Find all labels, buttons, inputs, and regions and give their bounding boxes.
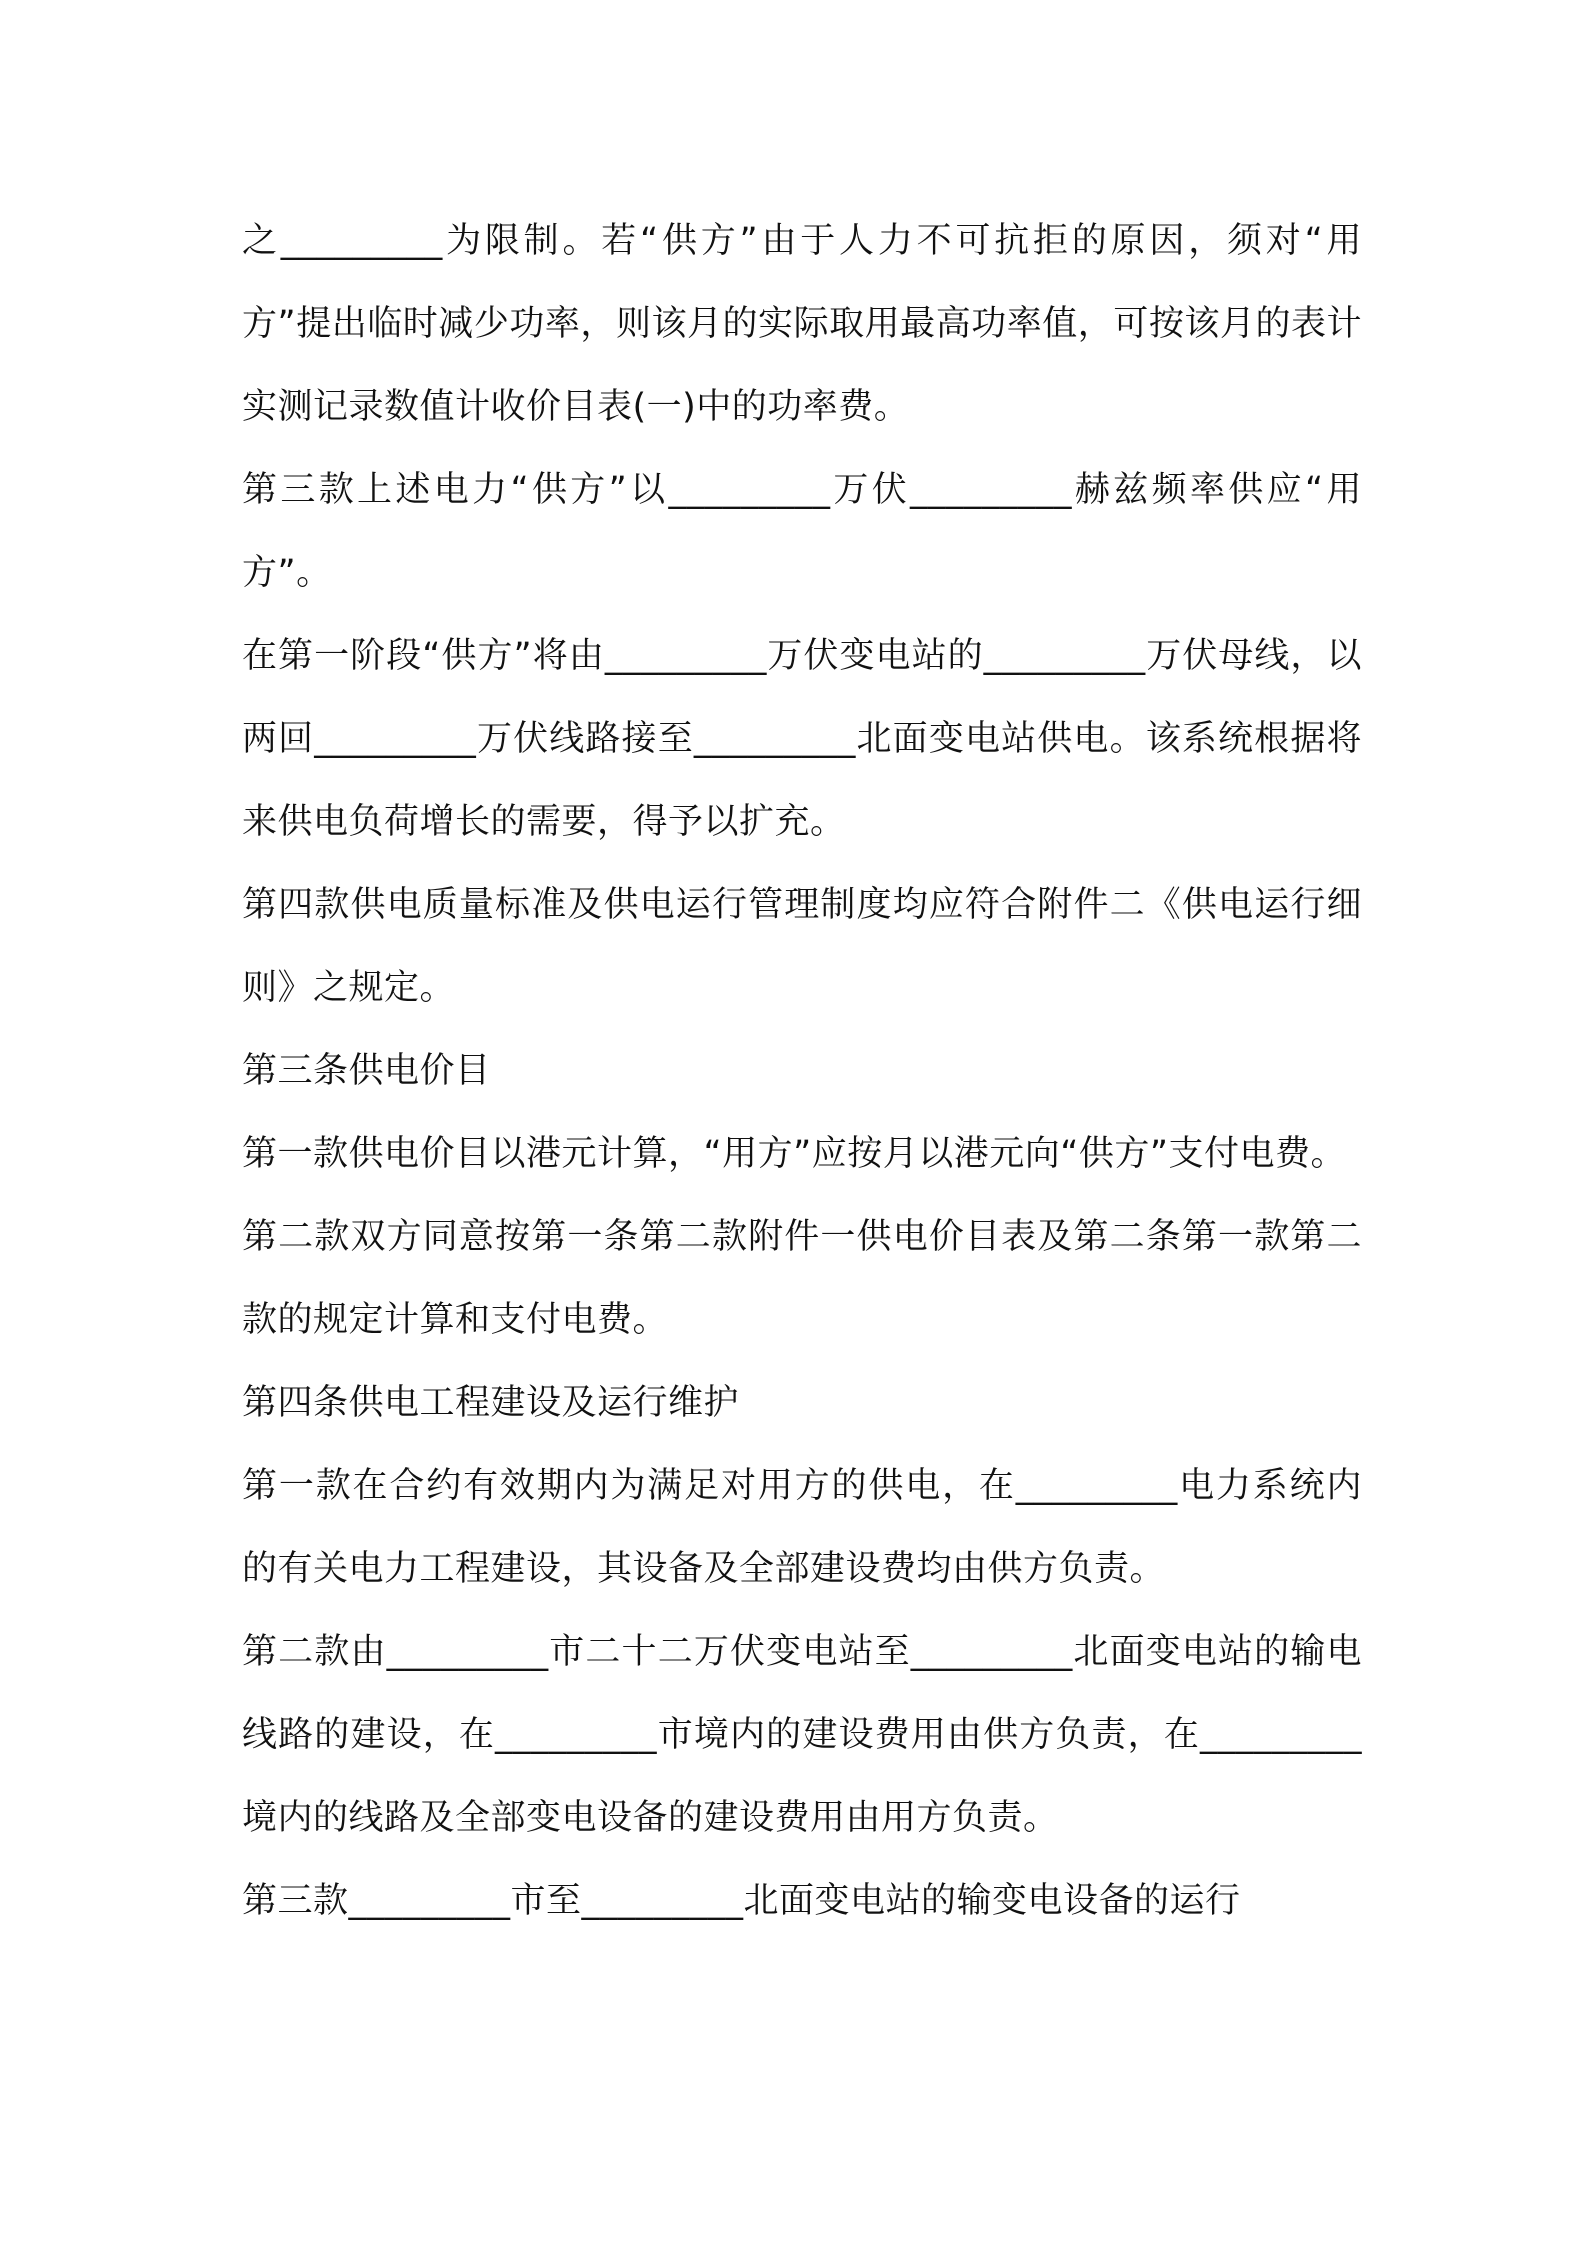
paragraph-article-4-clause-1: 第一款在合约有效期内为满足对用方的供电，在_________电力系统内的有关电力工程建设，其设备及全部建设费均由供方负责。 xyxy=(242,1466,1362,1589)
paragraph-clause-3-voltage: 第三款上述电力“供方”以_________万伏_________赫兹频率供应“用方”。 xyxy=(242,470,1362,593)
paragraph-article-4-clause-2: 第二款由_________市二十二万伏变电站至_________北面变电站的输电线路的建设，在_________市境内的建设费用由供方负责，在_________境内的线路及全部变电设备的建设费用由用方负责。 xyxy=(242,1632,1362,1838)
paragraph-power-limit: 之_________为限制。若“供方”由于人力不可抗拒的原因，须对“用方”提出临时减少功率，则该月的实际取用最高功率值，可按该月的表计实测记录数值计收价目表(一)中的功率费。 xyxy=(242,221,1362,427)
paragraph-clause-4-quality: 第四款供电质量标准及供电运行管理制度均应符合附件二《供电运行细则》之规定。 xyxy=(242,885,1362,1008)
paragraph-article-3-clause-2: 第二款双方同意按第一条第二款附件一供电价目表及第二条第一款第二款的规定计算和支付电费。 xyxy=(242,1217,1362,1340)
document-body xyxy=(242,200,1362,1943)
paragraph-article-4-clause-3: 第三款_________市至_________北面变电站的输变电设备的运行 xyxy=(242,1881,1241,1921)
paragraph-article-3-clause-1: 第一款供电价目以港元计算，“用方”应按月以港元向“供方”支付电费。 xyxy=(242,1134,1347,1174)
heading-article-4: 第四条供电工程建设及运行维护 xyxy=(242,1383,740,1423)
paragraph-first-stage-supply: 在第一阶段“供方”将由_________万伏变电站的_________万伏母线，以两回_________万伏线路接至_________北面变电站供电。该系统根据将来供电负荷增长的需要，得予以扩充。 xyxy=(242,636,1362,842)
heading-article-3: 第三条供电价目 xyxy=(242,1051,491,1091)
